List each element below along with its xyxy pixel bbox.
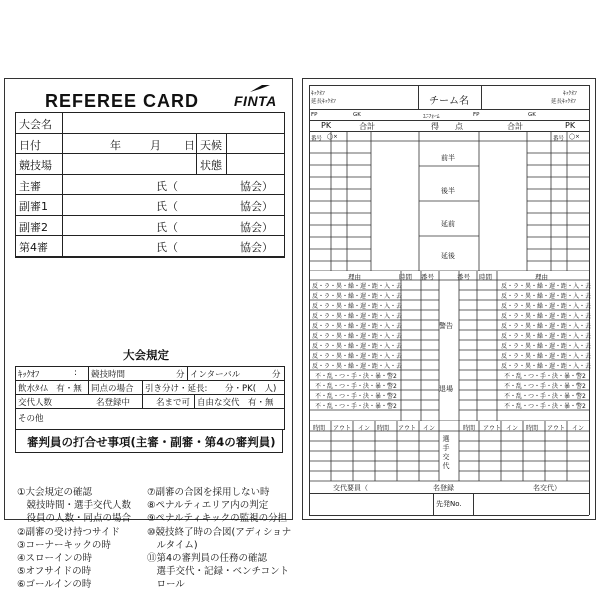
sub-in: イン (506, 425, 519, 432)
list-item: ロール (147, 579, 185, 591)
caution-codes-row: 反・ラ・異・繰・遅・距・入・去 (312, 283, 403, 290)
list-item: 競技時間・選手交代人数 (17, 500, 132, 512)
sub-staff-label: 交代要員（ (333, 484, 368, 492)
meeting-items-right (147, 486, 291, 592)
sendoff-codes-row: 不・乱・つ・手・決・暴・警2 (504, 373, 586, 380)
sub-time: 時間 (463, 425, 476, 432)
kickoff-label: ｷｯｸｵﾌ (18, 370, 40, 380)
card-title: REFEREE CARD (45, 91, 200, 111)
list-item: ⑩競技終了時の合図(アディショナ (147, 526, 292, 538)
list-item: ⑨ペナルティキックの監視の分担 (147, 513, 288, 525)
time-left: 時間 (399, 273, 412, 281)
name-label: 氏（ (156, 220, 178, 234)
table-row (16, 381, 284, 395)
fp-left: FP (311, 112, 318, 118)
up-to-label: 名まで可 (156, 398, 191, 408)
colon: : (74, 368, 77, 378)
field-label: 副審2 (19, 220, 48, 234)
list-item: ⑪第4の審判員の任務の確認 (147, 553, 268, 565)
starters-label: 先発No. (436, 500, 462, 508)
minute-unit: 分 (176, 370, 185, 380)
table-row (16, 409, 284, 429)
list-item: 役員の人数・同点の場合 (17, 513, 132, 525)
meeting-items-left (17, 486, 131, 592)
registered-label: 名登録中 (96, 398, 131, 408)
caution-codes-row: 反・ラ・異・繰・遅・距・入・去 (312, 343, 403, 350)
substitution-label: 選手交代 (442, 435, 450, 471)
caution-codes-row: 反・ラ・異・繰・遅・距・入・去 (312, 303, 403, 310)
ext-kickoff-right-label: 延長ｷｯｸｵﾌ (551, 99, 576, 105)
list-item: ルタイム) (147, 539, 198, 551)
sub-time: 時間 (526, 425, 539, 432)
finta-logo-icon (248, 84, 272, 93)
number-ox-right: 番号 (553, 136, 565, 142)
ox-right: ◯× (569, 134, 580, 140)
interval-label: インターバル (190, 370, 241, 380)
field-label: 大会名 (19, 118, 52, 131)
sub-in: イン (423, 425, 436, 432)
sendoff-codes-row: 不・乱・つ・手・決・暴・警2 (504, 383, 586, 390)
match-time-label: 競技時間 (91, 370, 126, 380)
list-item: ⑧ペナルティエリア内の判定 (147, 500, 269, 512)
number-ox-left: 番号 (311, 136, 323, 142)
sub-out: アウト (547, 425, 566, 432)
sub-time: 時間 (313, 425, 326, 432)
day-label: 日 (184, 138, 195, 152)
caution-codes-row: 反・ラ・異・繰・遅・距・入・去 (501, 283, 592, 290)
score-header: 得 点 (431, 122, 463, 131)
first-half-label: 前半 (441, 154, 455, 162)
extra-second-label: 延後 (441, 252, 455, 260)
pitch-state-label: 状態 (200, 159, 222, 172)
meeting-title: 審判員の打合せ事項(主審・副審・第4の審判員) (27, 435, 276, 449)
field-label: 副審1 (19, 200, 48, 213)
sub-time: 時間 (377, 425, 390, 432)
draw-extension-label: 引き分け・延長: (145, 384, 208, 394)
total-left: 合計 (359, 122, 375, 131)
association-label: 協会） (240, 179, 273, 193)
other-label: その他 (18, 414, 44, 424)
list-item: ④スローインの時 (17, 553, 93, 565)
table-row (16, 134, 284, 155)
ox-left: ◯× (327, 134, 338, 140)
subs-count-label: 交代人数 (18, 398, 53, 408)
minute-unit: 分 (272, 370, 281, 380)
association-label: 協会） (240, 241, 273, 254)
field-label: 主審 (19, 179, 41, 193)
gk-right: GK (528, 112, 536, 118)
field-label: 日付 (19, 138, 41, 152)
list-item: ②副審の受け持つサイド (17, 526, 120, 538)
team-name-label: チーム名 (429, 96, 469, 107)
reason-right: 理由 (535, 273, 548, 281)
number-left: 番号 (421, 273, 434, 281)
caution-codes-row: 反・ラ・異・繰・遅・距・入・去 (501, 303, 592, 310)
sendoff-label: 退場 (439, 385, 453, 393)
caution-codes-row: 反・ラ・異・繰・遅・距・入・去 (501, 343, 592, 350)
month-label: 月 (150, 138, 161, 152)
gk-left: GK (353, 112, 361, 118)
tournament-rules-table (15, 366, 285, 430)
caution-codes-row: 反・ラ・異・繰・遅・距・入・去 (501, 353, 592, 360)
reason-left: 理由 (348, 273, 361, 281)
free-sub-label: 自由な交代 有・無 (197, 398, 274, 408)
sub-out: アウト (483, 425, 502, 432)
second-half-label: 後半 (441, 187, 455, 195)
water-break-label: 飲水ﾀｲﾑ 有・無 (18, 384, 82, 394)
time-right: 時間 (479, 273, 492, 281)
table-row (16, 195, 284, 216)
field-label: 第4審 (19, 241, 48, 254)
list-item: ①大会規定の確認 (17, 487, 93, 498)
caution-codes-row: 反・ラ・異・繰・遅・距・入・去 (312, 363, 403, 370)
name-label: 氏（ (156, 241, 178, 254)
table-row (16, 395, 284, 409)
fp-right: FP (473, 112, 480, 118)
rules-title: 大会規定 (123, 348, 169, 362)
referee-card-front (4, 78, 293, 591)
list-item: ⑤オフサイドの時 (17, 566, 92, 578)
table-row (16, 236, 284, 257)
association-label: 協会） (240, 200, 273, 213)
caution-codes-row: 反・ラ・異・繰・遅・距・入・去 (501, 323, 592, 330)
referee-info-table (15, 112, 285, 258)
list-item: ⑥ゴールインの時 (17, 579, 92, 591)
tie-label: 同点の場合 (91, 384, 134, 394)
sub-in: イン (572, 425, 585, 432)
sub-in: イン (358, 425, 371, 432)
kickoff-left-label: ｷｯｸｵﾌ (311, 91, 325, 97)
caution-codes-row: 反・ラ・異・繰・遅・距・入・去 (312, 293, 403, 300)
sendoff-codes-row: 不・乱・つ・手・決・暴・警2 (504, 393, 586, 400)
table-row (16, 113, 284, 134)
number-right: 番号 (457, 273, 470, 281)
total-right: 合計 (507, 122, 523, 131)
weather-label: 天候 (200, 138, 222, 152)
pk-right: PK (565, 121, 576, 130)
sendoff-codes-row: 不・乱・つ・手・決・暴・警2 (315, 393, 397, 400)
sub-out: アウト (333, 425, 352, 432)
caution-codes-row: 反・ラ・異・繰・遅・距・入・去 (501, 333, 592, 340)
sub-out: アウト (398, 425, 417, 432)
sendoff-codes-row: 不・乱・つ・手・決・暴・警2 (315, 383, 397, 390)
pk-label: 分・PK( 人) (225, 384, 277, 394)
caution-codes-row: 反・ラ・異・繰・遅・距・入・去 (312, 323, 403, 330)
name-label: 氏（ (156, 200, 178, 213)
table-row (16, 367, 284, 381)
extra-first-label: 延前 (441, 220, 455, 228)
sendoff-codes-row: 不・乱・つ・手・決・暴・警2 (315, 403, 397, 410)
table-row (16, 175, 284, 196)
year-label: 年 (110, 138, 121, 152)
caution-codes-row: 反・ラ・異・繰・遅・距・入・去 (312, 333, 403, 340)
pk-left: PK (321, 121, 332, 130)
uniform-label: ﾕﾆﾌｫｰﾑ (423, 114, 440, 120)
kickoff-right-label: ｷｯｸｵﾌ (563, 91, 577, 97)
score-grid (309, 131, 589, 271)
list-item: ③コーナーキックの時 (17, 539, 111, 551)
caution-codes-row: 反・ラ・異・繰・遅・距・入・去 (501, 363, 592, 370)
caution-codes-row: 反・ラ・異・繰・遅・距・入・去 (312, 313, 403, 320)
ext-kickoff-left-label: 延長ｷｯｸｵﾌ (311, 99, 336, 105)
caution-label: 警告 (439, 322, 453, 330)
registered-label: 名登録 (433, 484, 454, 492)
field-label: 競技場 (19, 159, 52, 172)
sendoff-codes-row: 不・乱・つ・手・決・暴・警2 (504, 403, 586, 410)
caution-codes-row: 反・ラ・異・繰・遅・距・入・去 (312, 353, 403, 360)
association-label: 協会） (240, 220, 273, 234)
referee-card-back (302, 78, 596, 520)
caution-codes-row: 反・ラ・異・繰・遅・距・入・去 (501, 313, 592, 320)
list-item: ⑦副審の合図を採用しない時 (147, 487, 270, 498)
table-row (16, 216, 284, 237)
name-label: 氏（ (156, 179, 178, 193)
list-item: 選手交代・記録・ベンチコント (147, 566, 290, 578)
caution-codes-row: 反・ラ・異・繰・遅・距・入・去 (501, 293, 592, 300)
sendoff-codes-row: 不・乱・つ・手・決・暴・警2 (315, 373, 397, 380)
brand-logo-text: FINTA (234, 93, 277, 109)
table-row (16, 154, 284, 175)
substitutions-label: 名交代） (533, 484, 561, 492)
